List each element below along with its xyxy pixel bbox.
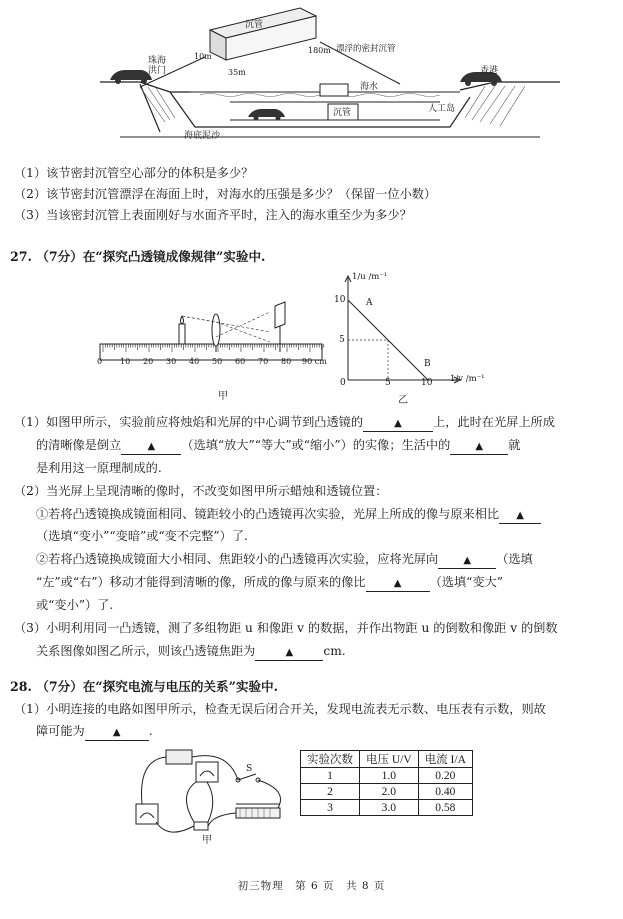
inverse-graph-figure bbox=[330, 268, 470, 393]
table-row bbox=[301, 800, 473, 816]
tunnel-right-label: 香港 bbox=[480, 66, 499, 76]
table-cell: 3.0 bbox=[360, 800, 419, 816]
q27-p1-c: 的清晰像是倒立 bbox=[36, 438, 122, 452]
ruler-label-70: 70 bbox=[258, 357, 269, 366]
q27-p3-a: （3）小明利用同一凸透镜，测了多组物距 u 和像距 v 的数据，并作出物距 u 的倒数和像距 v 的倒数 bbox=[14, 621, 558, 635]
ruler-label-10: 10 bbox=[120, 357, 131, 366]
q27-p2-2a: ②若将凸透镜换成镜面大小相同、焦距较小的凸透镜再次实验，应将光屏向 bbox=[36, 552, 439, 566]
ruler-label-90: 90 cm bbox=[302, 357, 327, 366]
ruler-label-20: 20 bbox=[143, 357, 154, 366]
table-cell: 0.20 bbox=[418, 768, 472, 784]
q27-p1-d: （选填“放大”“等大”或“缩小”）的实像；生活中的 bbox=[181, 438, 451, 452]
fig-jia-caption: 甲 bbox=[218, 391, 228, 402]
q27-p1-b: 上，此时在光屏上所成 bbox=[433, 415, 555, 429]
tunnel-left-label: 珠海 洪门 bbox=[148, 56, 167, 76]
graph-tick-x10: 10 bbox=[421, 378, 433, 388]
data-table bbox=[300, 750, 473, 816]
q27-p3-c: cm. bbox=[323, 644, 346, 658]
table-cell: 1 bbox=[301, 768, 360, 784]
ruler-label-30: 30 bbox=[166, 357, 177, 366]
q26-item-1: （1）该节密封沉管空心部分的体积是多少？ bbox=[14, 166, 254, 180]
table-cell: 0.40 bbox=[418, 784, 472, 800]
circuit-figure bbox=[128, 740, 298, 850]
answer-mark: ▲ bbox=[516, 510, 524, 521]
graph-origin: 0 bbox=[340, 378, 346, 388]
ruler-label-50: 50 bbox=[212, 357, 223, 366]
q27-p1-line2 bbox=[36, 436, 520, 455]
dim-length: 180m bbox=[308, 46, 331, 55]
ruler-label-60: 60 bbox=[235, 357, 246, 366]
table-cell: 1.0 bbox=[360, 768, 419, 784]
circuit-caption: 甲 bbox=[202, 835, 212, 846]
q28-p1-a: （1）小明连接的电路如图甲所示，检查无误后闭合开关，发现电流表无示数、电压表有示数，则故 bbox=[14, 702, 546, 716]
q27-p3-line2 bbox=[36, 642, 346, 661]
floating-tube-label: 漂浮的密封沉管 bbox=[336, 44, 396, 54]
answer-mark: ▲ bbox=[285, 647, 294, 658]
q28-p1-line2 bbox=[36, 722, 153, 741]
answer-mark: ▲ bbox=[463, 555, 472, 566]
ruler-label-40: 40 bbox=[189, 357, 200, 366]
table-cell: 3 bbox=[301, 800, 360, 816]
answer-mark: ▲ bbox=[475, 441, 484, 452]
q27-answer-blank-6[interactable] bbox=[366, 575, 430, 592]
ruler-label-0: 0 bbox=[97, 357, 103, 366]
q26-item-3: （3）当该密封沉管上表面刚好与水面齐平时，注入的海水重至少为多少？ bbox=[14, 208, 412, 222]
island-label: 人工岛 bbox=[428, 104, 456, 114]
q26-item-2: （2）该节密封沉管漂浮在海面上时，对海水的压强是多少？（保留一位小数） bbox=[14, 187, 437, 201]
fig-yi-caption: 乙 bbox=[398, 395, 408, 406]
table-header: 电压 U/V bbox=[360, 751, 419, 768]
q27-p2-1b: （选填“变小”“变暗”或“变不完整”）了. bbox=[36, 529, 248, 543]
q27-answer-blank-7[interactable] bbox=[255, 644, 323, 661]
graph-tick-x5: 5 bbox=[385, 378, 391, 388]
q27-p2-2e: 或“变小”）了. bbox=[36, 598, 114, 612]
box-label: 沉管 bbox=[245, 20, 264, 30]
q27-p2-1a: ①若将凸透镜换成镜面相同、镜距较小的凸透镜再次实验，光屏上所成的像与原来相比 bbox=[36, 507, 500, 521]
graph-point-b: B bbox=[424, 359, 431, 369]
table-header: 电流 I/A bbox=[418, 751, 472, 768]
q27-answer-blank-4[interactable] bbox=[499, 507, 541, 524]
q28-p1-c: . bbox=[148, 724, 153, 738]
sea-label: 海水 bbox=[360, 82, 379, 92]
q27-p2-2-line2 bbox=[36, 573, 503, 592]
ruler-tick-labels bbox=[95, 353, 335, 365]
table-row bbox=[301, 768, 473, 784]
q27-p2-1-line1 bbox=[36, 505, 541, 524]
q27-answer-blank-1[interactable] bbox=[363, 415, 433, 432]
q27-p2-2-line1 bbox=[36, 550, 533, 569]
graph-y-label: 1/u /m⁻¹ bbox=[352, 272, 388, 282]
dim-top: 10m bbox=[194, 52, 212, 61]
table-cell: 2 bbox=[301, 784, 360, 800]
q27-answer-blank-2[interactable] bbox=[121, 438, 181, 455]
q27-p1-line1 bbox=[14, 413, 555, 432]
seabed-label: 海底泥沙 bbox=[184, 131, 221, 141]
q27-p3-b: 关系图像如图乙所示，则该凸透镜焦距为 bbox=[36, 644, 256, 658]
q28-answer-blank-1[interactable] bbox=[85, 724, 149, 741]
q27-answer-blank-5[interactable] bbox=[438, 552, 496, 569]
answer-mark: ▲ bbox=[112, 727, 121, 738]
q27-header: 27. （7分）在“探究凸透镜成像规律”实验中. bbox=[10, 249, 266, 264]
page-footer: 初三物理 第 6 页 共 8 页 bbox=[237, 880, 386, 892]
ruler-label-80: 80 bbox=[281, 357, 292, 366]
q28-p1-b: 障可能为 bbox=[36, 724, 85, 738]
q27-answer-blank-3[interactable] bbox=[450, 438, 508, 455]
answer-mark: ▲ bbox=[147, 441, 156, 452]
graph-point-a: A bbox=[366, 298, 373, 308]
q27-p2-2c: “左”或“右”）移动才能得到清晰的像，所成的像与原来的像比 bbox=[36, 575, 366, 589]
q27-p1-f: 是利用这一原理制成的. bbox=[36, 461, 162, 475]
table-cell: 2.0 bbox=[360, 784, 419, 800]
graph-tick-y5: 5 bbox=[339, 335, 345, 345]
graph-x-label: 1/v /m⁻¹ bbox=[450, 374, 485, 384]
graph-tick-y10: 10 bbox=[334, 295, 346, 305]
table-row bbox=[301, 784, 473, 800]
answer-mark: ▲ bbox=[393, 578, 402, 589]
q27-p2-2d: （选填“变大” bbox=[429, 575, 504, 589]
q27-p2: （2）当光屏上呈现清晰的像时，不改变如图甲所示蜡烛和透镜位置： bbox=[14, 484, 388, 498]
table-header-row bbox=[301, 751, 473, 768]
table-header: 实验次数 bbox=[301, 751, 360, 768]
q28-header: 28. （7分）在“探究电流与电压的关系”实验中. bbox=[10, 679, 279, 694]
q27-p1-a: （1）如图甲所示，实验前应将烛焰和光屏的中心调节到凸透镜的 bbox=[14, 415, 364, 429]
answer-mark: ▲ bbox=[394, 418, 402, 429]
q27-p2-2b: （选填 bbox=[496, 552, 533, 566]
table-cell: 0.58 bbox=[418, 800, 472, 816]
tube-label: 沉管 bbox=[333, 108, 352, 118]
switch-label: S bbox=[246, 764, 253, 774]
q27-p1-e: 就 bbox=[508, 438, 521, 452]
dim-width: 35m bbox=[228, 68, 246, 77]
